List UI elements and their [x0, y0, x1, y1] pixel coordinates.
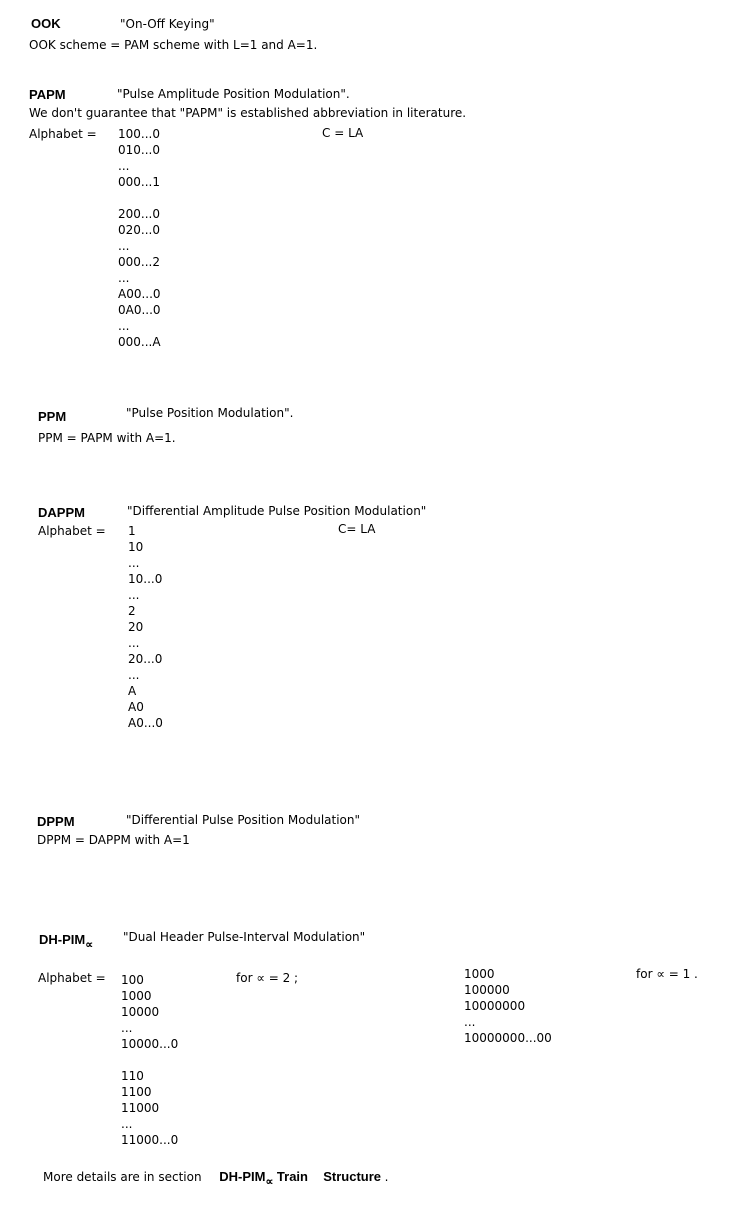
dhpim-for-alpha-1: for ∝ = 1 .	[636, 967, 698, 981]
dappm-alphabet-item: 1	[128, 524, 136, 538]
dhpim-alpha2-item: 100	[121, 973, 144, 987]
dhpim-alpha1-item: 1000	[464, 967, 495, 981]
papm-alphabet-item	[118, 190, 161, 206]
papm-capacity: C = LA	[322, 126, 364, 140]
papm-alphabet-item: ...	[118, 159, 130, 173]
papm-alphabet-item: 200...0	[118, 207, 160, 221]
dappm-capacity: C= LA	[338, 522, 376, 536]
dappm-alphabet-item: 10...0	[128, 572, 163, 586]
dhpim-abbr-text: DH-PIM	[39, 932, 86, 947]
dappm-abbr: DAPPM	[38, 505, 85, 520]
dappm-alphabet-label: Alphabet =	[38, 524, 106, 538]
footer-link-abbr: DH-PIM	[219, 1169, 266, 1184]
footer-suffix: .	[384, 1170, 389, 1184]
footer-prefix: More details are in section	[43, 1170, 202, 1184]
dappm-alphabet-item: 20	[128, 620, 144, 634]
dhpim-alpha2-item: ...	[121, 1117, 133, 1131]
dhpim-alpha2-item: 11000	[121, 1101, 160, 1115]
dppm-abbr: DPPM	[37, 814, 75, 829]
alpha-symbol: ∝	[85, 939, 94, 951]
footer-section-link[interactable]	[219, 1169, 384, 1188]
ppm-description: PPM = PAPM with A=1.	[38, 431, 176, 445]
papm-alphabet-item: 0A0...0	[118, 303, 161, 317]
papm-alphabet-item: ...	[118, 271, 130, 285]
footer-link-train: Train	[276, 1169, 308, 1184]
dappm-alphabet-item: 10	[128, 540, 144, 554]
dhpim-alpha2-item: 1000	[121, 989, 152, 1003]
papm-alphabet-item: 010...0	[118, 143, 160, 157]
dappm-alphabet-item: ...	[128, 636, 140, 650]
papm-alphabet-item: ...	[118, 319, 130, 333]
papm-alphabet-item: 000...A	[118, 335, 161, 349]
ook-abbr: OOK	[31, 16, 61, 31]
dppm-full-name: "Differential Pulse Position Modulation"	[126, 813, 361, 827]
dappm-alphabet-item: ...	[128, 588, 140, 602]
papm-alphabet-item: 000...2	[118, 255, 160, 269]
dhpim-abbr	[39, 932, 93, 949]
dhpim-alpha1-item: 100000	[464, 983, 510, 997]
dappm-alphabet-list	[128, 523, 163, 731]
dhpim-alpha1-item: 10000000	[464, 999, 526, 1013]
dhpim-alpha2-item: 11000...0	[121, 1133, 179, 1147]
ook-description: OOK scheme = PAM scheme with L=1 and A=1.	[29, 38, 318, 52]
papm-alphabet-list	[118, 126, 161, 350]
dhpim-alphabet-alpha1-list	[464, 966, 552, 1046]
papm-alphabet-item: 000...1	[118, 175, 160, 189]
dhpim-alpha2-item: 10000	[121, 1005, 160, 1019]
dhpim-alpha2-item: ...	[121, 1021, 133, 1035]
dhpim-for-alpha-2: for ∝ = 2 ;	[236, 971, 299, 985]
dappm-alphabet-item: A0...0	[128, 716, 163, 730]
papm-full-name: "Pulse Amplitude Position Modulation".	[117, 87, 350, 101]
dhpim-alpha2-item: 1100	[121, 1085, 152, 1099]
dappm-alphabet-item: ...	[128, 668, 140, 682]
footer-alpha-symbol: ∝	[265, 1176, 274, 1188]
footer-link-structure: Structure	[323, 1169, 382, 1184]
dhpim-alpha1-item: ...	[464, 1015, 476, 1029]
dappm-full-name: "Differential Amplitude Pulse Position Modulation"	[127, 504, 427, 518]
papm-alphabet-item: ...	[118, 239, 130, 253]
papm-alphabet-item: 100...0	[118, 127, 160, 141]
dhpim-alpha2-item	[121, 1052, 178, 1068]
dappm-alphabet-item: 2	[128, 604, 136, 618]
dappm-alphabet-item: A	[128, 684, 137, 698]
papm-alphabet-item: A00...0	[118, 287, 161, 301]
dhpim-alpha2-item: 10000...0	[121, 1037, 179, 1051]
papm-alphabet-item: 020...0	[118, 223, 160, 237]
dppm-description: DPPM = DAPPM with A=1	[37, 833, 190, 847]
ppm-abbr: PPM	[38, 409, 67, 424]
papm-alphabet-label: Alphabet =	[29, 127, 97, 141]
dhpim-alpha2-item: 110	[121, 1069, 144, 1083]
dhpim-alpha1-item: 10000000...00	[464, 1031, 552, 1045]
footer-note	[43, 1169, 389, 1186]
dappm-alphabet-item: A0	[128, 700, 144, 714]
dhpim-alphabet-alpha2-list	[121, 972, 178, 1148]
dhpim-alphabet-label: Alphabet =	[38, 971, 106, 985]
dhpim-full-name: "Dual Header Pulse-Interval Modulation"	[123, 930, 366, 944]
dappm-alphabet-item: 20...0	[128, 652, 163, 666]
ook-full-name: "On-Off Keying"	[120, 17, 215, 31]
ppm-full-name: "Pulse Position Modulation".	[126, 406, 294, 420]
papm-abbr: PAPM	[29, 87, 66, 102]
dappm-alphabet-item: ...	[128, 556, 140, 570]
papm-note: We don't guarantee that "PAPM" is established abbreviation in literature.	[29, 106, 467, 120]
